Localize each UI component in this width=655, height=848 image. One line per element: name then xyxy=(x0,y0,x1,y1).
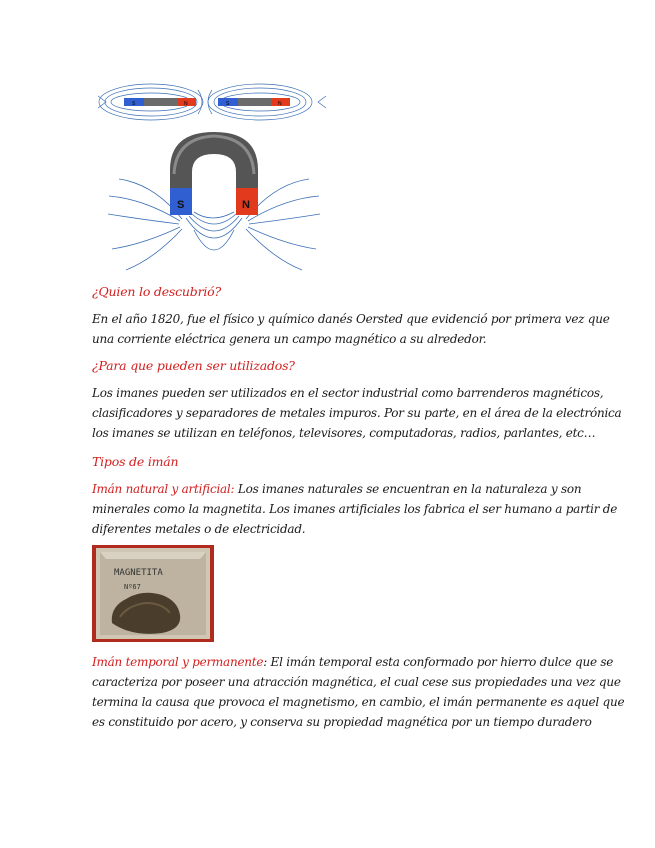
term-natural-artificial: Imán natural y artificial: xyxy=(92,482,235,496)
horseshoe-field-lines xyxy=(108,179,320,270)
sample-number: Nº67 xyxy=(124,583,141,591)
text-line: termina la causa que provoca el magnetismo, en cambio, el imán permanente es aquel que xyxy=(92,695,625,709)
text-line: una corriente eléctrica genera un campo magnético a su alrededor. xyxy=(92,332,487,346)
pole-label-s: S xyxy=(177,199,185,211)
text-line: Los imanes pueden ser utilizados en el sector industrial como barrenderos magnéticos, xyxy=(92,386,604,400)
text-line: los imanes se utilizan en teléfonos, televisores, computadoras, radios, parlantes, etc… xyxy=(92,426,596,440)
horseshoe-magnet xyxy=(170,132,258,215)
text-line: minerales como la magnetita. Los imanes artificiales los fabrica el ser humano a partir de xyxy=(92,502,618,516)
term-temporal-permanent: Imán temporal y permanente xyxy=(92,655,264,669)
heading-magnet-types: Tipos de imán xyxy=(92,454,179,469)
pole-label-s: S xyxy=(226,101,230,107)
paragraph-natural-artificial xyxy=(92,479,618,539)
definition-text: Los imanes naturales se encuentran en la naturaleza y son xyxy=(234,482,582,496)
text-line: En el año 1820, fue el físico y químico danés Oersted que evidenció por primera vez que xyxy=(92,312,610,326)
pole-label-s: S xyxy=(132,101,136,107)
text-line: caracteriza por poseer una atracción magnética, el cual cese sus propiedades una vez que xyxy=(92,675,621,689)
heading-who-discovered: ¿Quien lo descubrió? xyxy=(92,284,221,299)
magnetic-field-illustration xyxy=(94,74,330,274)
pole-label-n: N xyxy=(242,199,250,211)
bar-magnet-right xyxy=(218,98,290,107)
text-line: diferentes metales o de electricidad. xyxy=(92,522,306,536)
magnetite-sample-photo xyxy=(92,545,214,642)
paragraph-uses xyxy=(92,383,622,443)
text-line: clasificadores y separadores de metales impuros. Por su parte, en el área de la electrónica xyxy=(92,406,622,420)
paragraph-temporal-permanent xyxy=(92,652,625,732)
paragraph-discovery xyxy=(92,309,610,349)
pole-label-n: N xyxy=(184,101,188,107)
text-line xyxy=(92,652,614,672)
text-line xyxy=(92,479,582,499)
text-line: es constituido por acero, y conserva su propiedad magnética por un tiempo duradero xyxy=(92,715,592,729)
bar-magnet-left xyxy=(124,98,196,107)
pole-label-n: N xyxy=(278,101,282,107)
definition-text: : El imán temporal esta conformado por hierro dulce que se xyxy=(263,655,614,669)
heading-uses: ¿Para que pueden ser utilizados? xyxy=(92,358,295,373)
sample-label: MAGNETITA xyxy=(114,568,163,578)
